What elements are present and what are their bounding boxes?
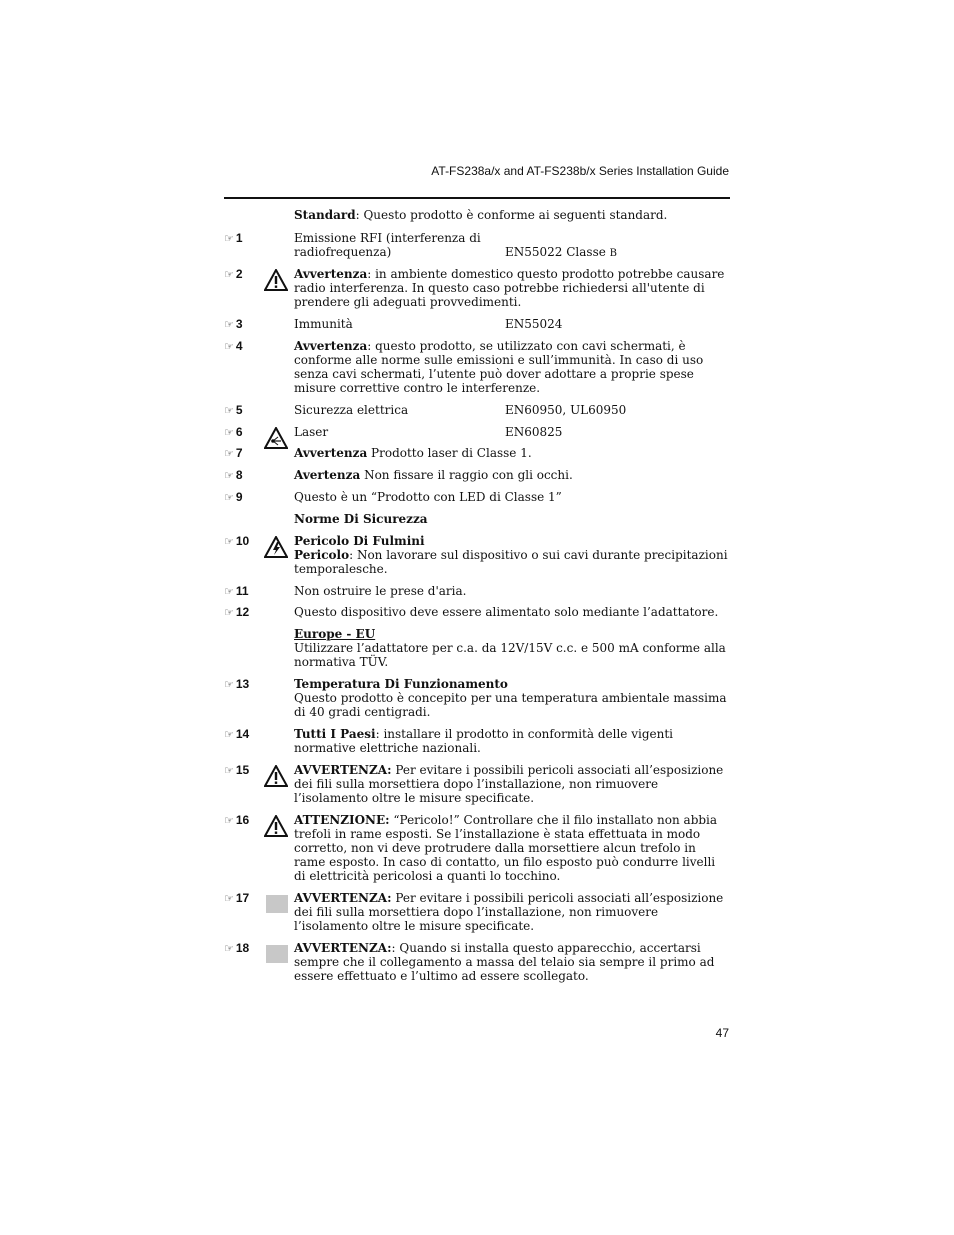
item-number: 16 [235,813,250,827]
page-number: 47 [715,1026,729,1040]
item-bold: Pericolo [294,548,350,562]
item-text: Per evitare i possibili pericoli associati all’esposizione dei fili sulla morsettiera dopo l’installazione, non rimuovere l’isolamento oltre le misure specificate. [294,891,724,933]
item-text: : Non lavorare sul dispositivo o sui cavi durante precipitazioni temporalesche. [294,548,728,576]
pointing-hand-icon: ☞ [224,678,234,691]
item-number: 8 [235,468,243,482]
pointing-hand-icon: ☞ [224,535,234,548]
intro-label: Standard [294,208,356,222]
item-bold: Avvertenza [294,267,368,281]
europe-label: Europe - EU [294,627,376,641]
item-title: Pericolo Di Fulmini [294,534,425,548]
item-number: 4 [235,339,243,353]
item-text: “Pericolo!” Controllare che il filo installato non abbia trefoli in rame esposti. Se l’installazione è stata effettuata in modo corretto, non vi deve protrudere dalla morsettiere alcun trefolo in rame esposto. In caso di contatto, un filo esposto può condurre livelli di elettricità pericolosi a quanti lo tocchino. [294,813,718,883]
item-number: 6 [235,425,243,439]
item-bold: Avvertenza [294,446,368,460]
item-bold: Avertenza [294,468,361,482]
pointing-hand-icon: ☞ [224,764,234,777]
item-bold: Tutti I Paesi [294,727,376,741]
pointing-hand-icon: ☞ [224,814,234,827]
item-standard: EN55024 [505,317,563,331]
intro-text: : Questo prodotto è conforme ai seguenti standard. [355,208,668,222]
item-text: Questo è un “Prodotto con LED di Classe 1” [294,490,562,504]
lightning-warning-icon [264,536,288,558]
item-label: Immunità [294,317,353,331]
pointing-hand-icon: ☞ [224,491,234,504]
item-number: 17 [235,891,250,905]
pointing-hand-icon: ☞ [224,426,234,439]
item-bold: AVVERTENZA: [294,763,392,777]
item-title: Temperatura Di Funzionamento [294,677,508,691]
pointing-hand-icon: ☞ [224,404,234,417]
pointing-hand-icon: ☞ [224,469,234,482]
item-bold: AVVERTENZA: [294,891,392,905]
placeholder-icon [266,895,288,913]
item-label: Laser [294,425,329,439]
item-number: 9 [235,490,243,504]
item-label: Sicurezza elettrica [294,403,409,417]
item-number: 11 [235,584,249,598]
item-text: : Quando si installa questo apparecchio, accertarsi sempre che il collegamento a massa del telaio sia sempre il primo ad essere effettuato e l’ultimo ad essere scollegato. [294,941,715,983]
europe-text: Utilizzare l’adattatore per c.a. da 12V/15V c.c. e 500 mA conforme alla normativa TÜV. [294,641,726,669]
item-label: Emissione RFI (interferenza di radiofrequenza) [294,231,481,259]
placeholder-icon [266,945,288,963]
pointing-hand-icon: ☞ [224,340,234,353]
item-text: Prodotto laser di Classe 1. [367,446,532,460]
item-number: 12 [235,605,250,619]
warning-triangle-icon [264,269,288,291]
item-number: 14 [235,727,250,741]
pointing-hand-icon: ☞ [224,942,234,955]
warning-triangle-icon [264,815,288,837]
item-number: 1 [235,231,243,245]
pointing-hand-icon: ☞ [224,892,234,905]
item-number: 13 [235,677,250,691]
item-bold: Avvertenza [294,339,368,353]
item-number: 2 [235,267,243,281]
pointing-hand-icon: ☞ [224,606,234,619]
item-text: : in ambiente domestico questo prodotto potrebbe causare radio interferenza. In questo caso potrebbe richiedersi all'utente di prendere gli adeguati provvedimenti. [294,267,725,309]
item-bold: AVVERTENZA: [294,941,392,955]
pointing-hand-icon: ☞ [224,318,234,331]
item-standard: EN60950, UL60950 [505,403,627,417]
item-text: Non fissare il raggio con gli occhi. [360,468,573,482]
item-text: Questo prodotto è concepito per una temperatura ambientale massima di 40 gradi centigradi. [294,691,727,719]
pointing-hand-icon: ☞ [224,585,234,598]
item-text: : questo prodotto, se utilizzato con cavi schermati, è conforme alle norme sulle emissioni e sull’immunità. In caso di uso senza cavi schermati, l’utente può dover adottare a proprie spese misure correttive contro le interferenze. [294,339,704,395]
pointing-hand-icon: ☞ [224,232,234,245]
item-number: 10 [235,534,250,548]
item-number: 7 [235,446,243,460]
item-text: : installare il prodotto in conformità delle vigenti normative elettriche nazionali. [294,727,673,755]
item-text: Non ostruire le prese d'aria. [294,584,467,598]
item-number: 18 [235,941,250,955]
item-text: Per evitare i possibili pericoli associati all’esposizione dei fili sulla morsettiera dopo l’installazione, non rimuovere l’isolamento oltre le misure specificate. [294,763,724,805]
item-number: 3 [235,317,243,331]
item-bold: ATTENZIONE: [294,813,390,827]
pointing-hand-icon: ☞ [224,728,234,741]
item-standard: EN55022 Classe B [505,245,618,259]
item-number: 15 [235,763,250,777]
warning-triangle-icon [264,765,288,787]
item-number: 5 [235,403,243,417]
pointing-hand-icon: ☞ [224,447,234,460]
item-standard: EN60825 [505,425,563,439]
header-rule [224,197,730,199]
item-text: Questo dispositivo deve essere alimentato solo mediante l’adattatore. [294,605,719,619]
laser-warning-icon [264,427,288,449]
running-header: AT-FS238a/x and AT-FS238b/x Series Installation Guide [431,164,729,178]
pointing-hand-icon: ☞ [224,268,234,281]
